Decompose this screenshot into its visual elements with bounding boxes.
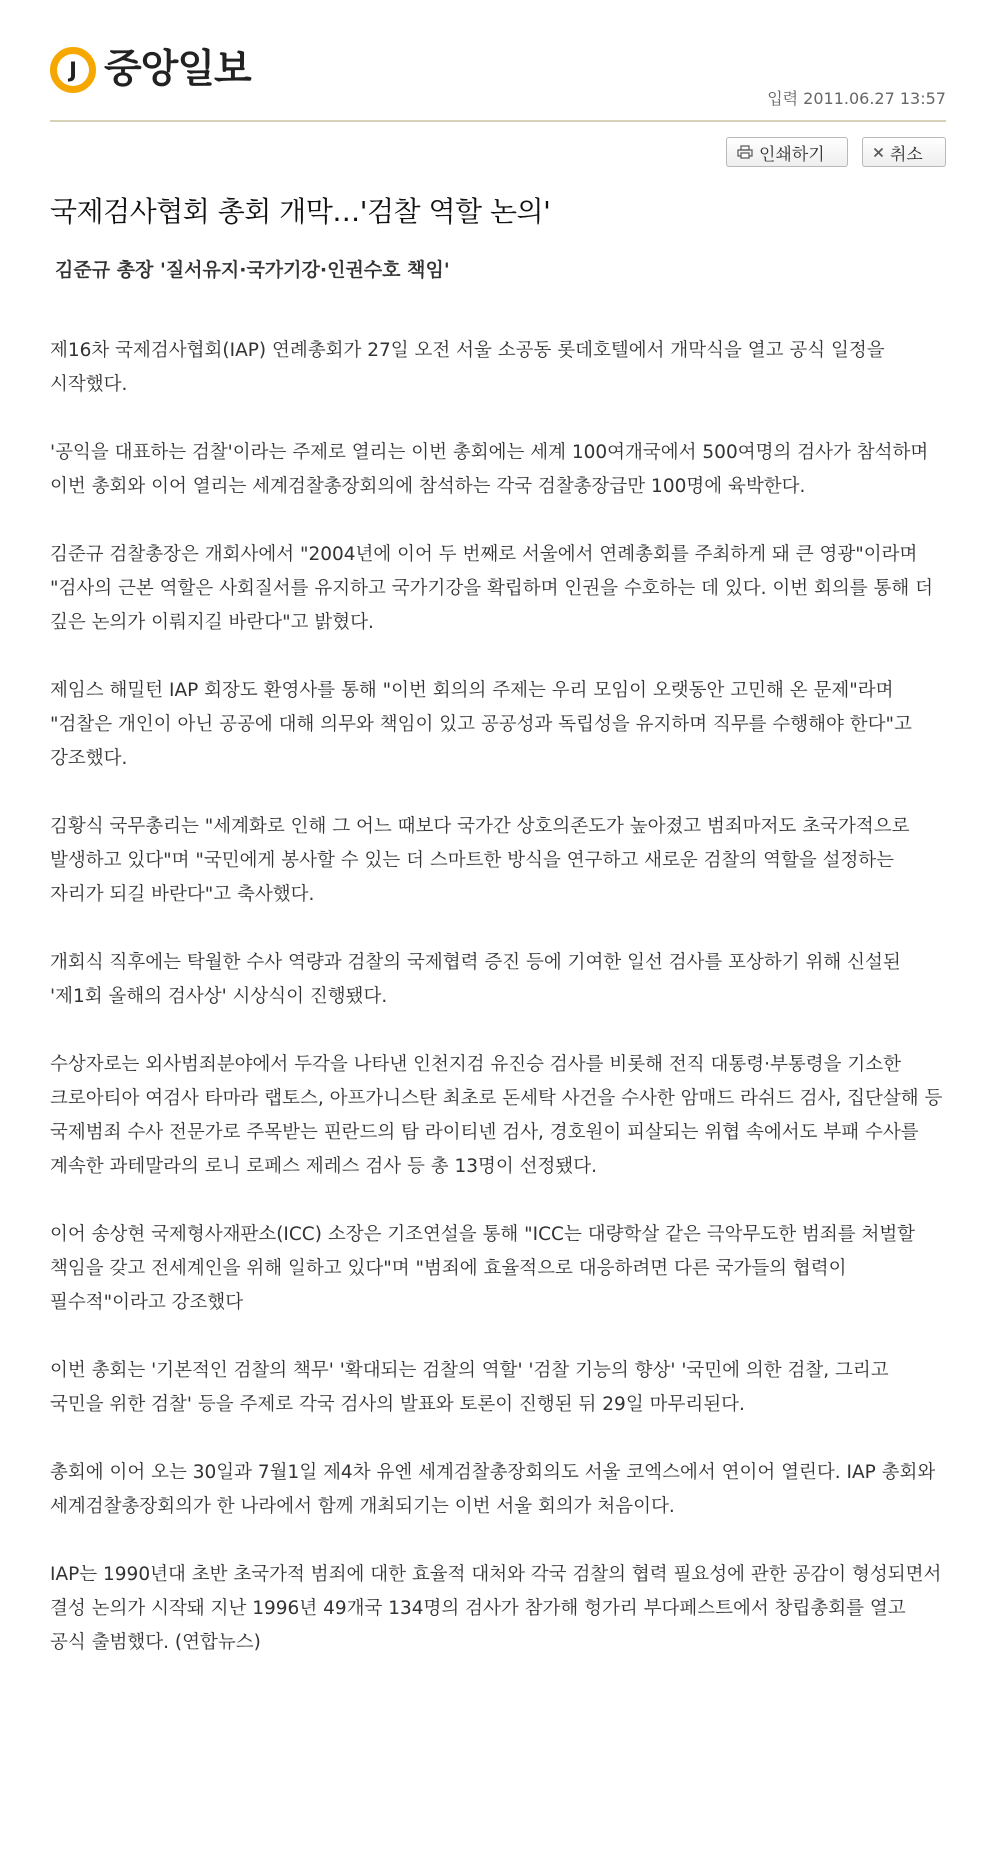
joongang-logo[interactable] xyxy=(50,47,251,93)
article-paragraph: 이어 송상현 국제형사재판소(ICC) 소장은 기조연설을 통해 "ICC는 대량학살 같은 극악무도한 범죄를 처벌할 책임을 갖고 전세계인을 위해 일하고 있다"며 "범죄에 효율적으로 대응하려면 다른 국가들의 협력이 필수적"이라고 강조했다 xyxy=(50,1224,916,1313)
article-paragraph: 개회식 직후에는 탁월한 수사 역량과 검찰의 국제협력 증진 등에 기여한 일선 검사를 포상하기 위해 신설된 '제1회 올해의 검사상' 시상식이 진행됐다. xyxy=(50,952,901,1007)
print-button-label: 인쇄하기 xyxy=(759,144,825,165)
cancel-button[interactable] xyxy=(862,137,946,167)
article-paragraph: 이번 총회는 '기본적인 검찰의 책무' '확대되는 검찰의 역할' '검찰 기능의 향상' '국민에 의한 검찰, 그리고 국민을 위한 검찰' 등을 주제로 각국 검사의 발표와 토론이 진행된 뒤 29일 마무리된다. xyxy=(50,1360,889,1415)
close-icon xyxy=(873,147,884,158)
article-paragraph: 총회에 이어 오는 30일과 7월1일 제4차 유엔 세계검찰총장회의도 서울 코엑스에서 연이어 열린다. IAP 총회와 세계검찰총장회의가 한 나라에서 함께 개최되기는 이번 서울 회의가 처음이다. xyxy=(50,1462,936,1517)
publish-timestamp: 입력 2011.06.27 13:57 xyxy=(767,89,946,108)
article-paragraph: '공익을 대표하는 검찰'이라는 주제로 열리는 이번 총회에는 세계 100여개국에서 500여명의 검사가 참석하며 이번 총회와 이어 열리는 세계검찰총장회의에 참석하는 각국 검찰총장급만 100명에 육박한다. xyxy=(50,442,929,497)
page-header xyxy=(50,0,946,120)
logo-mark-icon: J xyxy=(50,47,96,93)
article-toolbar xyxy=(726,137,946,167)
article-subheadline: 김준규 총장 '질서유지·국가기강·인권수호 책임' xyxy=(55,259,450,281)
print-button[interactable] xyxy=(726,137,848,167)
article-paragraph: 제임스 해밀턴 IAP 회장도 환영사를 통해 "이번 회의의 주제는 우리 모임이 오랫동안 고민해 온 문제"라며 "검찰은 개인이 아닌 공공에 대해 의무와 책임이 있고 공공성과 독립성을 유지하며 직무를 수행해야 한다"고 강조했다. xyxy=(50,680,912,769)
article-body xyxy=(50,334,946,1694)
article-page xyxy=(50,0,946,1653)
article-paragraph: 수상자로는 외사범죄분야에서 두각을 나타낸 인천지검 유진승 검사를 비롯해 전직 대통령·부통령을 기소한 크로아티아 여검사 타마라 랩토스, 아프가니스탄 최초로 돈세탁 사건을 수사한 암매드 라쉬드 검사, 집단살해 등 국제범죄 수사 전문가로 주목받는 핀란드의 탐 라이티넨 검사, 경호원이 피살되는 위협 속에서도 부패 수사를 계속한 과테말라의 로니 로페스 제레스 검사 등 총 13명이 선정됐다. xyxy=(50,1054,943,1177)
article-paragraph: 김준규 검찰총장은 개회사에서 "2004년에 이어 두 번째로 서울에서 연례총회를 주최하게 돼 큰 영광"이라며 "검사의 근본 역할은 사회질서를 유지하고 국가기강을 확립하며 인권을 수호하는 데 있다. 이번 회의를 통해 더 깊은 논의가 이뤄지길 바란다"고 밝혔다. xyxy=(50,544,934,633)
article-paragraph: 제16차 국제검사협회(IAP) 연례총회가 27일 오전 서울 소공동 롯데호텔에서 개막식을 열고 공식 일정을 시작했다. xyxy=(50,340,885,395)
article-headline: 국제검사협회 총회 개막…'검찰 역할 논의' xyxy=(50,195,551,228)
header-divider xyxy=(50,120,946,122)
article-paragraph: IAP는 1990년대 초반 초국가적 범죄에 대한 효율적 대처와 각국 검찰의 협력 필요성에 관한 공감이 형성되면서 결성 논의가 시작돼 지난 1996년 49개국 134명의 검사가 참가해 헝가리 부다페스트에서 창립총회를 열고 공식 출범했다. (연합뉴스) xyxy=(50,1564,942,1653)
logo-text: 중앙일보 xyxy=(104,47,251,92)
printer-icon xyxy=(737,145,753,159)
cancel-button-label: 취소 xyxy=(890,144,923,165)
article-paragraph: 김황식 국무총리는 "세계화로 인해 그 어느 때보다 국가간 상호의존도가 높아졌고 범죄마저도 초국가적으로 발생하고 있다"며 "국민에게 봉사할 수 있는 더 스마트한 방식을 연구하고 새로운 검찰의 역할을 설정하는 자리가 되길 바란다"고 축사했다. xyxy=(50,816,910,905)
